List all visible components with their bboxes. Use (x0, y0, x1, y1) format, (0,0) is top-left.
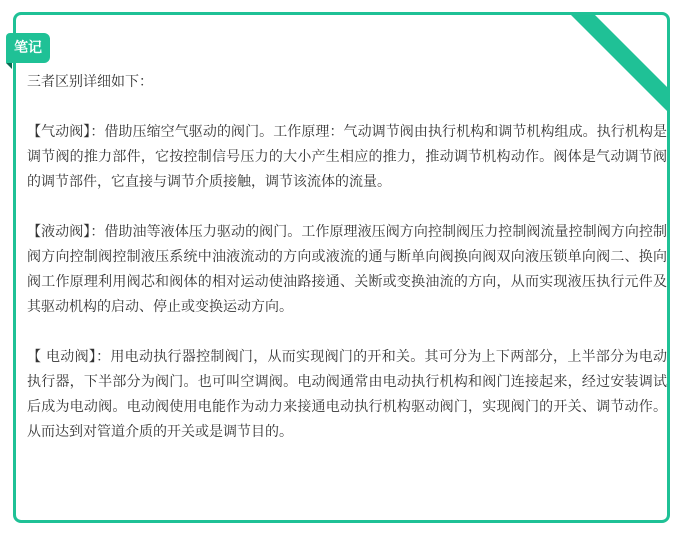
paragraph-body: ：借助油等液体压力驱动的阀门。工作原理液压阀方向控制阀压力控制阀流量控制阀方向控制阀方向控制阀控制液压系统中油液流动的方向或液流的通与断单向阀换向阀双向液压锁单向阀二、换向阀工作原理利用阀芯和阀体的相对运动使油路接通、关断或变换油流的方向，从而实现液压执行元件及其驱动机构的启动、停止或变换运动方向。 (27, 224, 668, 315)
paragraph-hydraulic-valve (27, 220, 667, 320)
paragraph-heading: 【液动阀】 (27, 224, 91, 240)
paragraph-heading: 【 电动阀】 (27, 349, 97, 365)
paragraph-electric-valve (27, 345, 667, 445)
intro-text: 三者区别详细如下： (27, 74, 153, 90)
note-content (27, 70, 667, 470)
note-tag-fold (6, 63, 12, 69)
paragraph-heading: 【气动阀】 (27, 124, 91, 140)
paragraph-pneumatic-valve (27, 120, 667, 195)
paragraph-body: ：借助压缩空气驱动的阀门。工作原理：气动调节阀由执行机构和调节机构组成。执行机构是调节阀的推力部件，它按控制信号压力的大小产生相应的推力，推动调节机构动作。阀体是气动调节阀的调节部件，它直接与调节介质接触，调节该流体的流量。 (27, 124, 668, 190)
note-tag (6, 33, 50, 63)
paragraph-body: ：用电动执行器控制阀门，从而实现阀门的开和关。其可分为上下两部分，上半部分为电动执行器，下半部分为阀门。也可叫空调阀。电动阀通常由电动执行机构和阀门连接起来，经过安装调试后成为电动阀。电动阀使用电能作为动力来接通电动执行机构驱动阀门，实现阀门的开关、调节动作。从而达到对管道介质的开关或是调节目的。 (27, 349, 667, 440)
note-tag-label: 笔记 (14, 40, 42, 56)
